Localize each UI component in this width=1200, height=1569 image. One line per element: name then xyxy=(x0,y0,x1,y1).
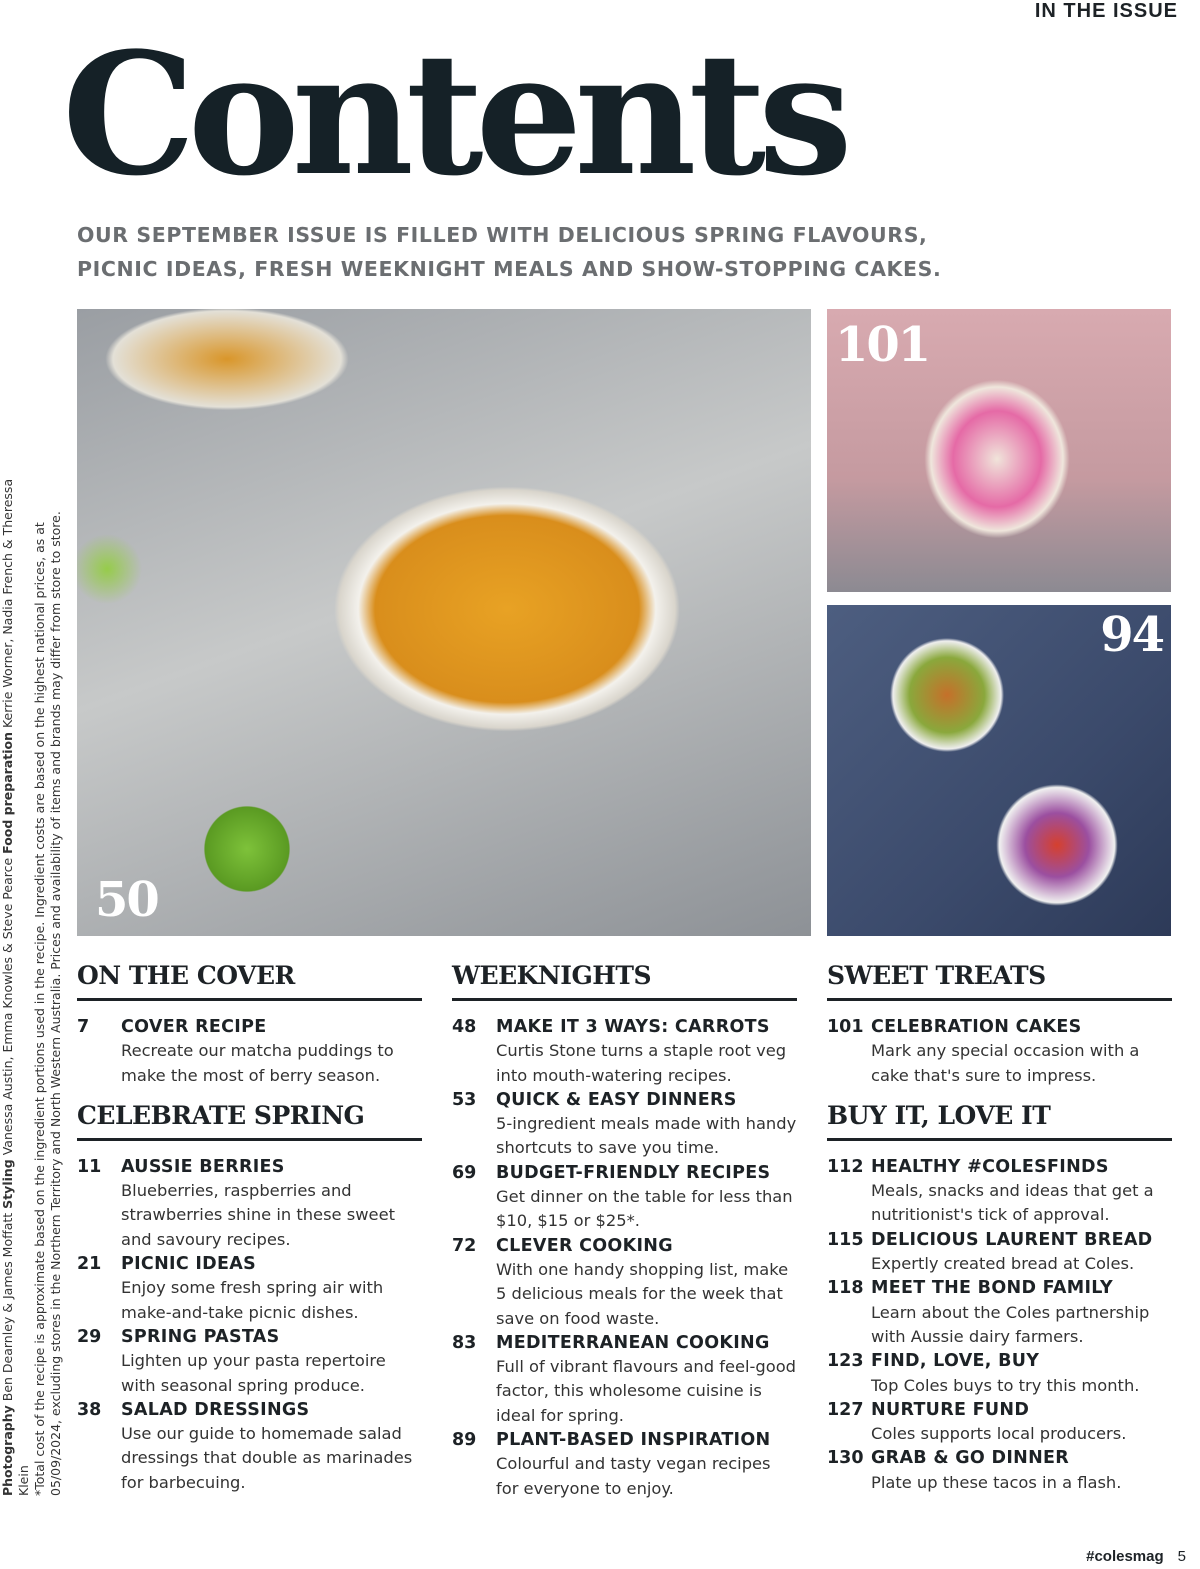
hashtag: #colesmag xyxy=(1086,1548,1164,1565)
entry-title: NURTURE FUND xyxy=(871,1399,1030,1420)
entry-description: Enjoy some fresh spring air with make-and-take picnic dishes. xyxy=(121,1278,384,1322)
contents-entry[interactable] xyxy=(77,1398,422,1495)
section-heading: BUY IT, LOVE IT xyxy=(827,1098,1172,1141)
entry-page: 38 xyxy=(77,1399,102,1420)
credit-value: Vanessa Austin, Emma Knowles & Steve Pearce xyxy=(0,857,15,1156)
entry-page: 101 xyxy=(827,1017,864,1037)
footer xyxy=(1086,1548,1186,1565)
contents-entry[interactable] xyxy=(827,1155,1172,1228)
entry-page: 48 xyxy=(452,1017,477,1037)
contents-entry[interactable] xyxy=(827,1398,1172,1447)
page-number-badge: 94 xyxy=(1100,607,1163,663)
entry-page: 29 xyxy=(77,1326,102,1347)
entry-page: 118 xyxy=(827,1278,864,1299)
entry-title: HEALTHY #COLESFINDS xyxy=(871,1156,1109,1177)
entry-description: Top Coles buys to try this month. xyxy=(871,1375,1140,1395)
credit-value: Ben Dearnley & James Moffatt xyxy=(0,1212,15,1402)
contents-column xyxy=(77,958,422,1495)
page-number-badge: 101 xyxy=(835,317,930,373)
entry-page: 72 xyxy=(452,1235,477,1256)
entry-page: 7 xyxy=(77,1017,90,1037)
entry-title: CELEBRATION CAKES xyxy=(871,1017,1082,1037)
entry-description: Recreate our matcha puddings to make the most of berry season. xyxy=(121,1041,394,1085)
page-number-badge: 50 xyxy=(95,872,158,928)
entry-description: Full of vibrant flavours and feel-good factor, this wholesome cuisine is ideal for spring. xyxy=(496,1357,796,1425)
entry-description: Get dinner on the table for less than $10, $15 or $25*. xyxy=(496,1187,793,1231)
page-title: Contents xyxy=(62,15,845,213)
contents-entry[interactable] xyxy=(452,1234,797,1331)
entry-title: MEET THE BOND FAMILY xyxy=(871,1278,1113,1299)
contents-entry[interactable] xyxy=(827,1015,1172,1088)
entry-title: PLANT-BASED INSPIRATION xyxy=(496,1430,771,1451)
entry-page: 89 xyxy=(452,1430,477,1451)
credit-label: Styling xyxy=(0,1159,15,1209)
entry-description: Expertly created bread at Coles. xyxy=(871,1254,1135,1274)
section-heading: ON THE COVER xyxy=(77,958,422,1001)
section-heading: CELEBRATE SPRING xyxy=(77,1098,422,1141)
entry-page: 127 xyxy=(827,1399,864,1420)
entry-description: Use our guide to homemade salad dressings that double as marinades for barbecuing. xyxy=(121,1424,413,1492)
entry-page: 112 xyxy=(827,1156,864,1177)
page-number: 5 xyxy=(1177,1548,1186,1565)
entry-page: 123 xyxy=(827,1351,864,1372)
entry-description: Lighten up your pasta repertoire with seasonal spring produce. xyxy=(121,1351,386,1395)
contents-entry[interactable] xyxy=(827,1446,1172,1495)
entry-description: Learn about the Coles partnership with Aussie dairy farmers. xyxy=(871,1302,1150,1346)
entry-description: Mark any special occasion with a cake that's sure to impress. xyxy=(871,1041,1140,1085)
intro-text: OUR SEPTEMBER ISSUE IS FILLED WITH DELICIOUS SPRING FLAVOURS, PICNIC IDEAS, FRESH WEEKNIGHT MEALS AND SHOW-STOPPING CAKES. xyxy=(77,223,942,281)
entry-page: 21 xyxy=(77,1254,102,1275)
section-heading: SWEET TREATS xyxy=(827,958,1172,1001)
contents-column xyxy=(452,958,797,1501)
entry-title: MAKE IT 3 WAYS: CARROTS xyxy=(496,1017,770,1037)
contents-entry[interactable] xyxy=(827,1228,1172,1277)
entry-description: Colourful and tasty vegan recipes for everyone to enjoy. xyxy=(496,1454,771,1498)
entry-description: 5-ingredient meals made with handy shortcuts to save you time. xyxy=(496,1114,797,1158)
laksa-photo[interactable] xyxy=(77,309,811,936)
contents-column xyxy=(827,958,1172,1495)
entry-title: BUDGET-FRIENDLY RECIPES xyxy=(496,1162,771,1183)
contents-entry[interactable] xyxy=(452,1428,797,1501)
contents-entry[interactable] xyxy=(827,1276,1172,1349)
contents-entry[interactable] xyxy=(77,1155,422,1252)
entry-title: GRAB & GO DINNER xyxy=(871,1448,1070,1469)
entry-title: QUICK & EASY DINNERS xyxy=(496,1089,737,1110)
credit-label: Food preparation xyxy=(0,732,15,854)
entry-page: 130 xyxy=(827,1448,864,1469)
contents-entry[interactable] xyxy=(77,1252,422,1325)
salad-photo[interactable] xyxy=(827,605,1171,936)
entry-page: 11 xyxy=(77,1156,102,1177)
entry-title: SPRING PASTAS xyxy=(121,1326,280,1347)
credit-label: Photography xyxy=(0,1405,15,1496)
contents-entry[interactable] xyxy=(77,1015,422,1088)
contents-entry[interactable] xyxy=(452,1331,797,1428)
photo-credits xyxy=(0,460,63,1496)
entry-description: Coles supports local producers. xyxy=(871,1424,1127,1444)
entry-title: COVER RECIPE xyxy=(121,1017,267,1037)
entry-page: 69 xyxy=(452,1162,477,1183)
section-kicker: IN THE ISSUE xyxy=(1034,0,1178,22)
entry-description: Blueberries, raspberries and strawberries shine in these sweet and savoury recipes. xyxy=(121,1181,395,1249)
entry-page: 83 xyxy=(452,1332,477,1353)
contents-entry[interactable] xyxy=(827,1349,1172,1398)
cake-photo[interactable] xyxy=(827,309,1171,592)
entry-title: DELICIOUS LAURENT BREAD xyxy=(871,1229,1153,1250)
credit-value: Kerrie Worner, Nadia French & Theressa Klein xyxy=(0,478,31,1496)
contents-entry[interactable] xyxy=(452,1015,797,1088)
entry-title: AUSSIE BERRIES xyxy=(121,1156,285,1177)
price-disclaimer: *Total cost of the recipe is approximate based on the ingredient portions used in the recipe. Ingredient costs are based on the highest national prices, as at 05/09/2024, excluding stores in the Northern Territory and North Western Australia. Prices and availability of items and brands may differ from store to store. xyxy=(32,511,63,1496)
entry-page: 53 xyxy=(452,1089,477,1110)
entry-description: With one handy shopping list, make 5 delicious meals for the week that save on food waste. xyxy=(496,1259,789,1328)
contents-entry[interactable] xyxy=(77,1325,422,1398)
entry-title: MEDITERRANEAN COOKING xyxy=(496,1332,770,1353)
entry-title: PICNIC IDEAS xyxy=(121,1254,257,1275)
entry-title: CLEVER COOKING xyxy=(496,1235,673,1256)
entry-title: SALAD DRESSINGS xyxy=(121,1399,310,1420)
entry-description: Curtis Stone turns a staple root veg into mouth-watering recipes. xyxy=(496,1041,787,1085)
contents-entry[interactable] xyxy=(452,1161,797,1234)
entry-description: Plate up these tacos in a flash. xyxy=(871,1472,1122,1492)
contents-entry[interactable] xyxy=(452,1088,797,1161)
entry-page: 115 xyxy=(827,1229,864,1250)
section-heading: WEEKNIGHTS xyxy=(452,958,797,1001)
entry-title: FIND, LOVE, BUY xyxy=(871,1351,1040,1372)
entry-description: Meals, snacks and ideas that get a nutritionist's tick of approval. xyxy=(871,1181,1154,1225)
